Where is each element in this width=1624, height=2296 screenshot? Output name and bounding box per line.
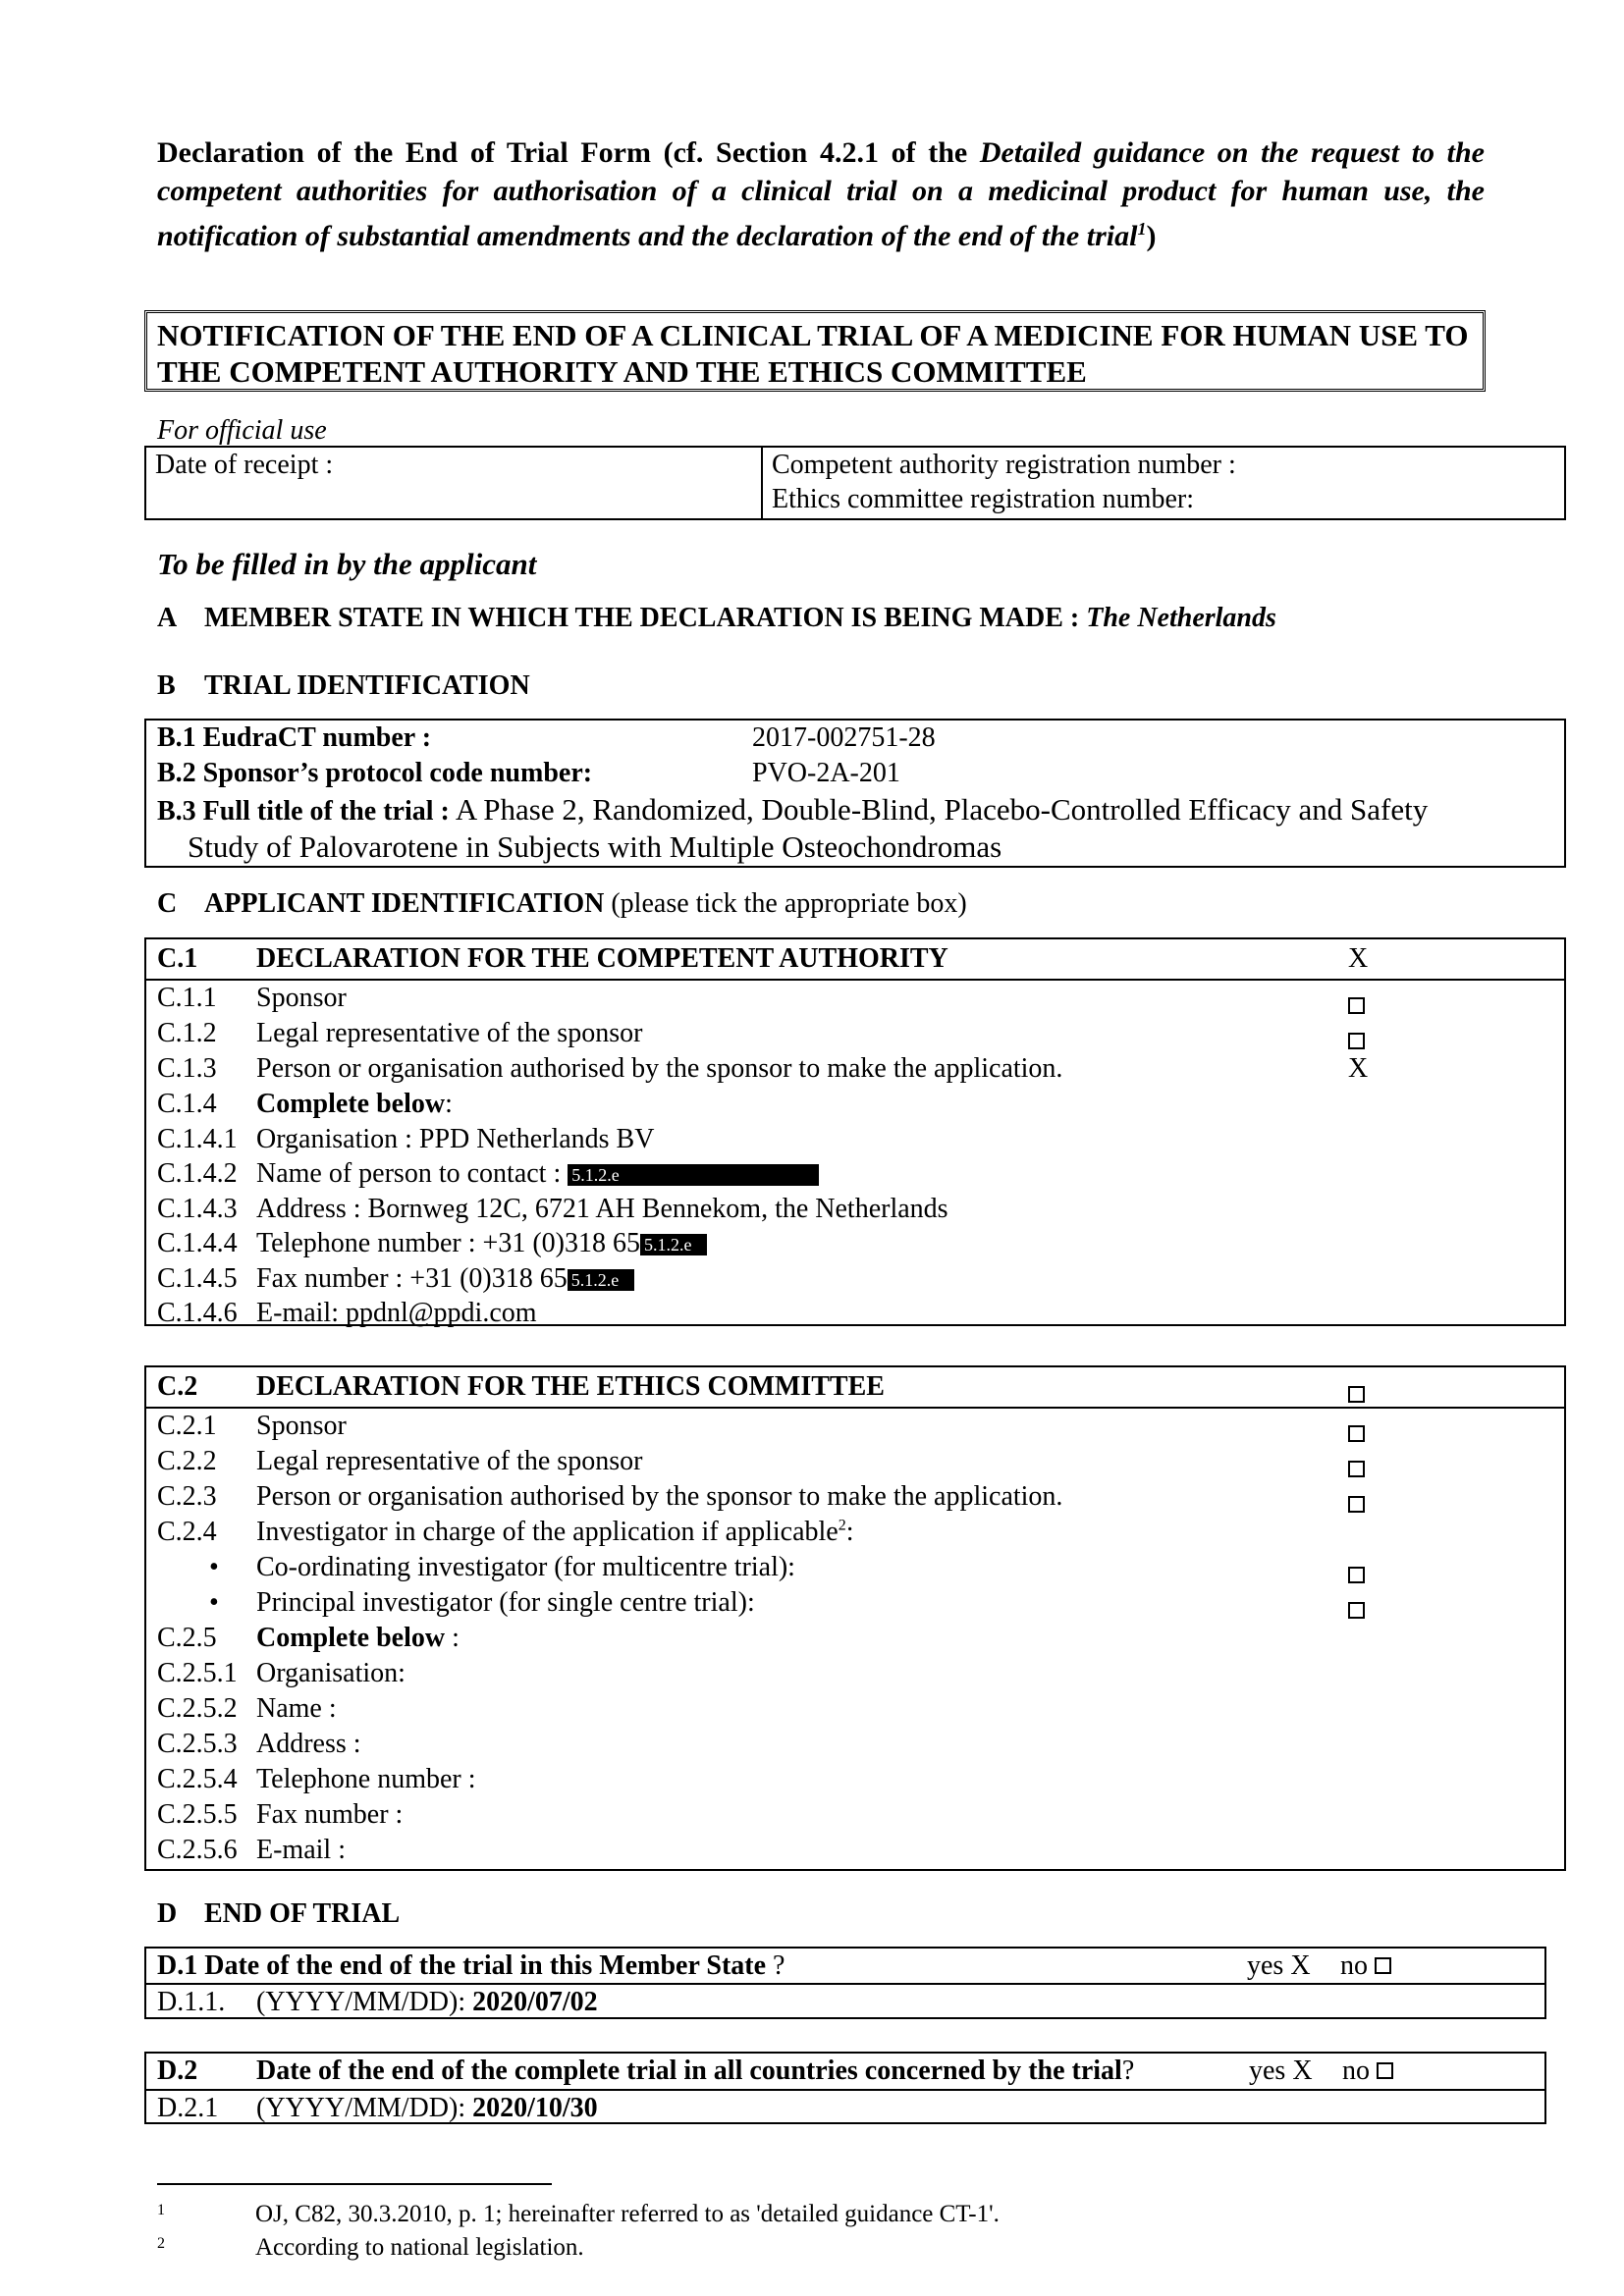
coordinating-investigator-checkbox[interactable] — [1348, 1567, 1365, 1583]
c2-num: C.2 — [157, 1371, 198, 1402]
d1-no-option[interactable]: no — [1340, 1949, 1391, 1983]
c2-2-text: Legal representative of the sponsor — [256, 1446, 643, 1476]
principal-investigator-text: Principal investigator (for single centre trial): — [256, 1587, 755, 1618]
c2-5-3-num: C.2.5.3 — [157, 1729, 238, 1759]
footnote-divider — [157, 2183, 552, 2185]
d2-yes-mark: yes X — [1249, 2056, 1313, 2086]
section-d-letter: D — [157, 1898, 178, 1929]
official-use-table — [144, 446, 1566, 520]
c2-title: DECLARATION FOR THE ETHICS COMMITTEE — [256, 1371, 885, 1402]
bullet-icon: • — [209, 1552, 219, 1582]
c2-5-label: Complete below : — [256, 1623, 460, 1653]
c1-title: DECLARATION FOR THE COMPETENT AUTHORITY — [256, 943, 948, 974]
c2-name-field: Name : — [256, 1693, 337, 1724]
c2-3-num: C.2.3 — [157, 1481, 217, 1512]
c2-5-6-num: C.2.5.6 — [157, 1835, 238, 1865]
c2-3-checkbox[interactable] — [1348, 1496, 1365, 1513]
trial-end-date-member-state: 2020/07/02 — [472, 1987, 598, 2017]
c2-organisation-field: Organisation: — [256, 1658, 406, 1688]
footnote-2-num: 2 — [157, 2235, 165, 2252]
applicant-instruction: To be filled in by the applicant — [157, 547, 537, 581]
d2-num: D.2 — [157, 2056, 198, 2086]
c1-2-num: C.1.2 — [157, 1018, 217, 1048]
section-a-letter: A — [157, 603, 178, 633]
c1-4-4-num: C.1.4.4 — [157, 1228, 238, 1258]
c2-2-num: C.2.2 — [157, 1446, 217, 1476]
ca-registration-label: Competent authority registration number : — [772, 450, 1236, 480]
c2-4-num: C.2.4 — [157, 1517, 217, 1547]
ec-registration-label: Ethics committee registration number: — [772, 484, 1194, 514]
redaction-block: 5.1.2.e — [640, 1234, 707, 1255]
coordinating-investigator-text: Co-ordinating investigator (for multicentre trial): — [256, 1552, 795, 1582]
c1-mark: X — [1348, 943, 1369, 974]
c1-2-checkbox[interactable] — [1348, 1033, 1365, 1049]
c1-4-2-num: C.1.4.2 — [157, 1158, 238, 1189]
eudract-label: B.1 EudraCT number : — [157, 722, 432, 753]
c2-4-text: Investigator in charge of the application if applicable$^2$: — [256, 1517, 854, 1547]
c1-2-text: Legal representative of the sponsor — [256, 1018, 643, 1048]
redaction-block: 5.1.2.e — [568, 1164, 819, 1186]
d2-no-checkbox[interactable] — [1377, 2062, 1393, 2079]
c1-4-3-num: C.1.4.3 — [157, 1194, 238, 1224]
c2-email-field: E-mail : — [256, 1835, 346, 1865]
section-c-heading: APPLICANT IDENTIFICATION (please tick the appropriate box) — [204, 888, 967, 919]
c2-1-checkbox[interactable] — [1348, 1425, 1365, 1442]
trial-identification-table — [144, 719, 1566, 868]
address-field: Address : Bornweg 12C, 6721 AH Bennekom, the Netherlands — [256, 1194, 948, 1224]
notification-title-box — [144, 310, 1486, 392]
trial-end-date-all-countries: 2020/10/30 — [472, 2093, 598, 2123]
d2-table — [144, 2052, 1546, 2124]
fax-field: Fax number : +31 (0)318 65 5.1.2.e — [256, 1261, 634, 1296]
c2-5-1-num: C.2.5.1 — [157, 1658, 238, 1688]
organisation-field: Organisation : PPD Netherlands BV — [256, 1124, 655, 1154]
c2-checkbox[interactable] — [1348, 1386, 1365, 1403]
c2-telephone-field: Telephone number : — [256, 1764, 476, 1794]
section-a-heading: MEMBER STATE IN WHICH THE DECLARATION IS BEING MADE : The Netherlands — [204, 603, 1276, 633]
c2-5-5-num: C.2.5.5 — [157, 1799, 238, 1830]
c1-3-mark: X — [1348, 1053, 1369, 1084]
redaction-block: 5.1.2.e — [568, 1269, 634, 1291]
c2-3-text: Person or organisation authorised by the sponsor to make the application. — [256, 1481, 1063, 1512]
date-of-receipt-label: Date of receipt : — [155, 450, 334, 480]
d1-yes-mark: yes X — [1247, 1950, 1311, 1981]
d1-question: D.1 Date of the end of the trial in this Member State ? — [157, 1950, 785, 1981]
contact-field: Name of person to contact : 5.1.2.e — [256, 1156, 819, 1191]
protocol-label: B.2 Sponsor’s protocol code number: — [157, 758, 593, 788]
c2-5-num: C.2.5 — [157, 1623, 217, 1653]
d1-1-date-line: (YYYY/MM/DD): 2020/07/02 — [256, 1987, 598, 2017]
principal-investigator-checkbox[interactable] — [1348, 1602, 1365, 1619]
c1-1-checkbox[interactable] — [1348, 997, 1365, 1014]
section-d-heading: END OF TRIAL — [204, 1898, 401, 1929]
c1-num: C.1 — [157, 943, 198, 974]
telephone-field: Telephone number : +31 (0)318 65 5.1.2.e — [256, 1226, 707, 1260]
c2-5-2-num: C.2.5.2 — [157, 1693, 238, 1724]
c1-4-num: C.1.4 — [157, 1089, 217, 1119]
notification-title: NOTIFICATION OF THE END OF A CLINICAL TRIAL OF A MEDICINE FOR HUMAN USE TO THE COMPETENT AUTHORITY AND THE ETHICS COMMITTEE — [157, 318, 1469, 389]
c1-4-6-num: C.1.4.6 — [157, 1298, 238, 1328]
c2-1-text: Sponsor — [256, 1411, 347, 1441]
c1-competent-authority-table — [144, 937, 1566, 1326]
d2-1-num: D.2.1 — [157, 2093, 219, 2123]
bullet-icon: • — [209, 1587, 219, 1618]
footnote-1-num: 1 — [157, 2202, 165, 2218]
d2-1-date-line: (YYYY/MM/DD): 2020/10/30 — [256, 2093, 598, 2123]
section-c-letter: C — [157, 888, 178, 919]
c2-5-4-num: C.2.5.4 — [157, 1764, 238, 1794]
form-intro-heading: Declaration of the End of Trial Form (cf. Section 4.2.1 of the Detailed guidance on the request to the competent authorities for authorisation of a clinical trial on a medicinal product for human use, the notification of substantial amendments and the declaration of the end of the trial$^1$) — [157, 136, 1486, 252]
eudract-value: 2017-002751-28 — [752, 722, 936, 753]
d1-table — [144, 1947, 1546, 2019]
section-b-letter: B — [157, 670, 176, 701]
c1-4-5-num: C.1.4.5 — [157, 1263, 238, 1294]
c2-address-field: Address : — [256, 1729, 361, 1759]
c1-3-num: C.1.3 — [157, 1053, 217, 1084]
full-title-line2: Study of Palovarotene in Subjects with Multiple Osteochondromas — [188, 829, 1002, 864]
c1-3-text: Person or organisation authorised by the sponsor to make the application. — [256, 1053, 1063, 1084]
c1-4-label: Complete below: — [256, 1089, 453, 1119]
c2-2-checkbox[interactable] — [1348, 1461, 1365, 1477]
member-state-value: The Netherlands — [1086, 603, 1276, 633]
c2-fax-field: Fax number : — [256, 1799, 404, 1830]
section-b-heading: TRIAL IDENTIFICATION — [204, 670, 530, 701]
c1-4-1-num: C.1.4.1 — [157, 1124, 238, 1154]
official-use-label: For official use — [157, 415, 327, 446]
c2-ethics-committee-table — [144, 1365, 1566, 1871]
footnote-2-text: According to national legislation. — [255, 2234, 584, 2261]
d1-1-num: D.1.1. — [157, 1987, 226, 2017]
c1-1-text: Sponsor — [256, 983, 347, 1013]
protocol-value: PVO-2A-201 — [752, 758, 900, 788]
c1-1-num: C.1.1 — [157, 983, 217, 1013]
email-field: E-mail: ppdnl@ppdi.com — [256, 1298, 537, 1328]
full-title-line1: B.3 Full title of the trial : A Phase 2, Randomized, Double-Blind, Placebo-Controlled Efficacy and Safety — [157, 792, 1429, 827]
c2-1-num: C.2.1 — [157, 1411, 217, 1441]
d2-question: Date of the end of the complete trial in all countries concerned by the trial? — [256, 2056, 1135, 2086]
footnote-1-text: OJ, C82, 30.3.2010, p. 1; hereinafter referred to as 'detailed guidance CT-1'. — [255, 2201, 1000, 2227]
d2-no-option[interactable]: no — [1342, 2054, 1393, 2088]
d1-no-checkbox[interactable] — [1375, 1957, 1391, 1974]
